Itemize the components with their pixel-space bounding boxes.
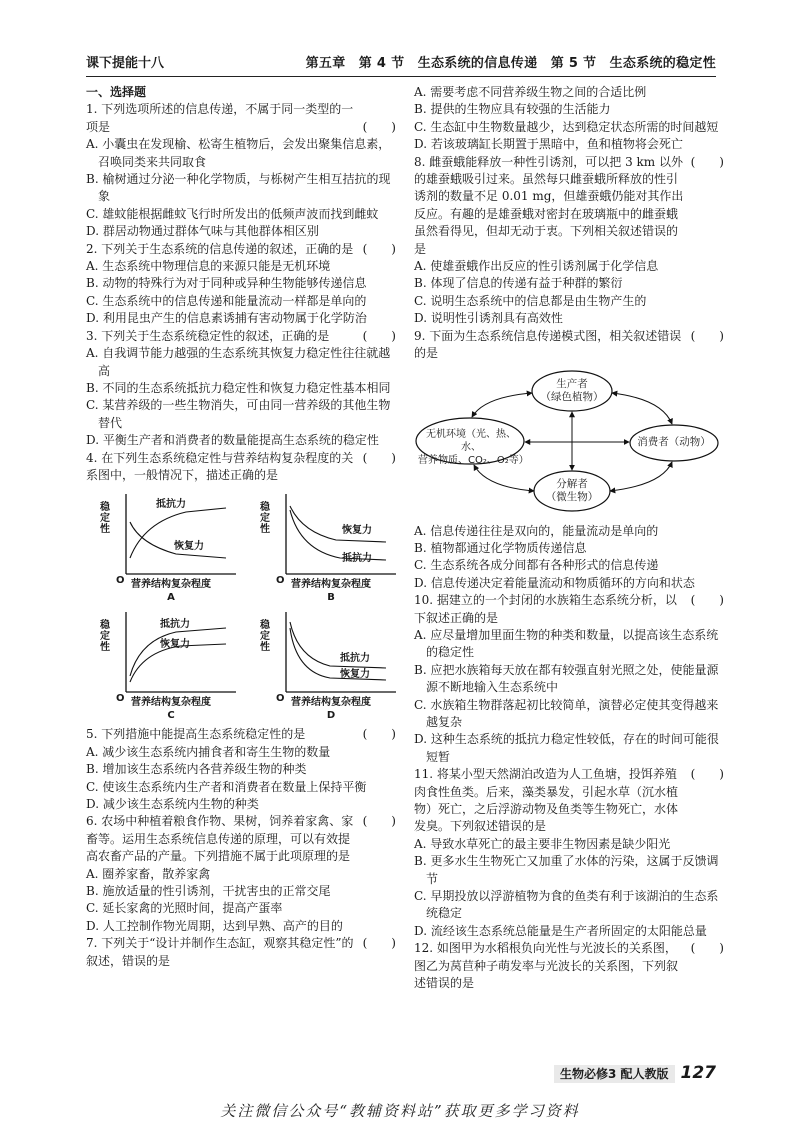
question-stem-line [86, 241, 396, 258]
answer-option: D. 说明性引诱剂具有高效性 [414, 311, 563, 326]
question-stem: 12. 如图甲为水稻根负向光性与光波长的关系图，图乙为莴苣种子萌发率与光波长的关系图，下列叙述错误的是 [414, 941, 679, 991]
y-axis-label: 稳定性 [100, 502, 110, 536]
graph-caption: A [167, 592, 175, 604]
graph-a [96, 488, 246, 604]
question-stem: 9. 下面为生态系统信息传递模式图，相关叙述错误的是 [414, 328, 682, 361]
answer-option: A. 小囊虫在发现榆、松寄生植物后，会发出聚集信息素，召唤同类来共同取食 [86, 137, 391, 169]
question-stem: 3. 下列关于生态系统稳定性的叙述，正确的是 [86, 328, 330, 343]
y-axis-label: 稳定性 [260, 620, 270, 654]
question-stem: 8. 雌蚕蛾能释放一种性引诱剂，可以把 3 km 以外的雄蚕蛾吸引过来。虽然每只雌蚕蛾所释放的性引诱剂的数量不足 0.01 mg，但雄蚕蛾仍能对其作出反应。有趣的是雄蚕蛾对密封在玻璃瓶中的雌蚕蛾虽然看得见，但却无动于衷。下列相关叙述错误的是 [414, 154, 684, 256]
question-stem-line [86, 101, 396, 118]
question [414, 592, 724, 766]
answer-option: B. 应把水族箱每天放在都有较强直射光照之处，使能量源源不断地输入生态系统中 [414, 662, 719, 695]
recover-label: 恢复力 [342, 525, 372, 537]
answer-option: A. 减少该生态系统内捕食者和寄生生物的数量 [86, 744, 331, 759]
graph-caption: D [326, 710, 336, 722]
question [86, 935, 396, 970]
answer-option: D. 信息传递决定着能量流动和物质循环的方向和状态 [414, 575, 695, 590]
graph-caption: C [167, 710, 175, 722]
recover-label: 恢复力 [340, 669, 370, 681]
page-number: 127 [680, 1063, 716, 1083]
question-stem: 2. 下列关于生态系统的信息传递的叙述，正确的是 [86, 241, 354, 256]
question [86, 241, 396, 328]
question [414, 523, 724, 593]
resist-label: 抵抗力 [160, 619, 190, 631]
answer-option: C. 某营养级的一些生物消失，可由同一营养级的其他生物替代 [86, 398, 391, 430]
answer-option: D. 减少该生态系统内生物的种类 [86, 796, 259, 811]
answer-option: D. 人工控制作物光周期，达到早熟、高产的目的 [86, 918, 343, 933]
answer-option: C. 生态系统中的信息传递和能量流动一样都是单向的 [86, 293, 367, 308]
question [414, 84, 724, 154]
answer-parentheses: ( ) [362, 119, 396, 134]
info-transfer-diagram [414, 367, 724, 517]
header-rule [86, 76, 716, 77]
page-footer [554, 1063, 716, 1083]
question-stem: 7. 下列关于“设计并制作生态缸，观察其稳定性”的叙述，错误的是 [86, 936, 354, 968]
left-column [86, 84, 396, 970]
origin-label: O [116, 575, 125, 587]
decomposer-node [534, 478, 610, 504]
consumer-node [630, 436, 718, 449]
question [414, 328, 724, 363]
answer-parentheses: ( ) [362, 936, 396, 951]
x-axis-label: 营养结构复杂程度 [291, 579, 371, 591]
answer-option: C. 早期投放以浮游植物为食的鱼类有利于该湖泊的生态系统稳定 [414, 889, 719, 921]
producer-node [532, 378, 612, 404]
right-column [414, 84, 724, 992]
graph-d [256, 606, 406, 722]
question-stem: 项是 [86, 119, 111, 134]
question-stem-line [86, 328, 396, 345]
question-stem-line [86, 119, 396, 136]
question-stem-line [414, 592, 724, 627]
answer-parentheses: ( ) [690, 328, 724, 343]
answer-option: B. 施放适量的性引诱剂，干扰害虫的正常交尾 [86, 884, 331, 898]
resist-label: 抵抗力 [342, 553, 372, 565]
answer-option: A. 导致水草死亡的最主要非生物因素是缺少阳光 [414, 836, 671, 851]
abiotic-label: 无机环境（光、热、水、 [426, 428, 516, 453]
question-stem-line [86, 813, 396, 865]
answer-option: A. 信息传递往往是双向的，能量流动是单向的 [414, 523, 659, 538]
question-stem: 11. 将某小型天然湖泊改造为人工鱼塘，投饵养殖肉食性鱼类。后来，藻类暴发，引起水草（沉水植物）死亡，之后浮游动物及鱼类等生物死亡，水体发臭。下列叙述错误的是 [414, 767, 679, 834]
answer-option: D. 利用昆虫产生的信息素诱捕有害动物属于化学防治 [86, 311, 367, 326]
answer-option: D. 平衡生产者和消费者的数量能提高生态系统的稳定性 [86, 433, 379, 448]
answer-option: B. 提供的生物应具有较强的生活能力 [414, 102, 611, 117]
answer-parentheses: ( ) [362, 814, 396, 829]
question [86, 726, 396, 813]
stability-graphs [86, 488, 396, 720]
answer-parentheses: ( ) [690, 154, 724, 169]
question [86, 328, 396, 450]
question-stem-line [414, 154, 724, 258]
x-axis-label: 营养结构复杂程度 [131, 697, 211, 709]
graph-c [96, 606, 246, 722]
answer-option: B. 增加该生态系统内各营养级生物的种类 [86, 762, 307, 777]
question-stem: 10. 据建立的一个封闭的水族箱生态系统分析，以下叙述正确的是 [414, 593, 677, 625]
book-title: 生物必修3 配人教版 [554, 1065, 675, 1083]
answer-option: A. 圈养家畜，散养家禽 [86, 866, 211, 881]
question-stem: 6. 农场中种植着粮食作物、果树，饲养着家禽、家畜等。运用生态系统信息传递的原理，可以有效提高农畜产品的产量。下列措施不属于此项原理的是 [86, 814, 354, 864]
question-group [86, 101, 396, 484]
question-stem: 4. 在下列生态系统稳定性与营养结构复杂程度的关系图中，一般情况下，描述正确的是 [86, 450, 354, 482]
answer-option: A. 应尽量增加里面生物的种类和数量，以提高该生态系统的稳定性 [414, 627, 719, 660]
answer-parentheses: ( ) [690, 767, 724, 782]
question-group [414, 84, 724, 363]
answer-option: A. 需要考虑不同营养级生物之间的合适比例 [414, 85, 647, 99]
question-stem: 5. 下列措施中能提高生态系统稳定性的是 [86, 727, 306, 742]
answer-option: B. 动物的特殊行为对于同种或异种生物能够传递信息 [86, 276, 367, 291]
answer-parentheses: ( ) [362, 241, 396, 256]
answer-option: D. 流经该生态系统总能量是生产者所固定的太阳能总量 [414, 923, 707, 938]
producer-sublabel: （绿色植物） [540, 390, 604, 403]
abiotic-sublabel: 营养物质、CO₂、O₂等） [418, 454, 529, 466]
x-axis-label: 营养结构复杂程度 [291, 697, 371, 709]
decomposer-sublabel: （微生物） [545, 490, 599, 503]
answer-option: B. 植物都通过化学物质传递信息 [414, 540, 587, 555]
question [414, 940, 724, 992]
y-axis-label: 稳定性 [260, 502, 270, 536]
answer-option: A. 生态系统中物理信息的来源只能是无机环境 [86, 259, 331, 274]
question [86, 813, 396, 935]
question-stem-line [414, 766, 724, 836]
resist-label: 抵抗力 [340, 653, 370, 665]
answer-option: C. 说明生态系统中的信息都是由生物产生的 [414, 293, 647, 308]
answer-option: A. 自我调节能力越强的生态系统其恢复力稳定性往往就越高 [86, 346, 391, 378]
answer-parentheses: ( ) [362, 727, 396, 742]
answer-option: A. 使雄蚕蛾作出反应的性引诱剂属于化学信息 [414, 259, 659, 274]
question-stem-line [86, 726, 396, 743]
answer-option: C. 生态缸中生物数量越少，达到稳定状态所需的时间越短 [414, 119, 719, 134]
answer-option: C. 生态系统各成分间都有各种形式的信息传递 [414, 558, 659, 573]
resist-label: 抵抗力 [156, 499, 186, 511]
abiotic-node [418, 428, 529, 467]
answer-option: C. 使该生态系统内生产者和消费者在数量上保持平衡 [86, 779, 367, 794]
answer-parentheses: ( ) [690, 593, 724, 608]
question [86, 101, 396, 240]
question-stem-line [414, 940, 724, 992]
answer-parentheses: ( ) [362, 450, 396, 465]
answer-option: B. 更多水生生物死亡又加重了水体的污染，这属于反馈调节 [414, 854, 719, 886]
consumer-label: 消费者（动物） [637, 435, 711, 448]
answer-parentheses: ( ) [690, 941, 724, 956]
graph-caption: B [327, 592, 335, 604]
decomposer-label: 分解者 [556, 477, 588, 490]
question-stem-line [86, 450, 396, 485]
header-chapter-title: 第五章 第 4 节 生态系统的信息传递 第 5 节 生态系统的稳定性 [305, 56, 716, 71]
question [414, 766, 724, 940]
answer-option: C. 水族箱生物群落起初比较简单，演替必定使其变得越来越复杂 [414, 697, 719, 729]
answer-option: B. 榆树通过分泌一种化学物质，与栎树产生相互拮抗的现象 [86, 172, 391, 204]
section-title: 一、选择题 [86, 85, 147, 99]
answer-option: D. 这种生态系统的抵抗力稳定性较低，存在的时间可能很短暂 [414, 732, 719, 764]
watermark-text: 关注微信公众号“教辅资料站”获取更多学习资料 [220, 1102, 580, 1120]
answer-option: C. 延长家禽的光照时间，提高产蛋率 [86, 901, 283, 916]
recover-label: 恢复力 [160, 639, 190, 651]
question-group [414, 523, 724, 993]
y-axis-label: 稳定性 [100, 620, 110, 654]
origin-label: O [276, 575, 285, 587]
x-axis-label: 营养结构复杂程度 [131, 579, 211, 591]
header-left-title: 课下提能十八 [86, 56, 165, 71]
question-stem: 1. 下列选项所述的信息传递，不属于同一类型的一 [86, 102, 354, 117]
page-header [86, 52, 716, 74]
origin-label: O [116, 693, 125, 705]
answer-option: B. 不同的生态系统抵抗力稳定性和恢复力稳定性基本相同 [86, 380, 391, 395]
recover-label: 恢复力 [174, 541, 204, 553]
answer-option: D. 若该玻璃缸长期置于黑暗中，鱼和植物将会死亡 [414, 137, 683, 152]
question-stem-line [414, 328, 724, 363]
answer-option: D. 群居动物通过群体气味与其他群体相区别 [86, 224, 319, 239]
question [414, 154, 724, 328]
answer-option: B. 体现了信息的传递有益于种群的繁衍 [414, 276, 623, 291]
producer-label: 生产者 [556, 377, 588, 390]
graph-b [256, 488, 406, 604]
question-group [86, 726, 396, 970]
answer-option: C. 雄蚊能根据雌蚊飞行时所发出的低频声波而找到雌蚊 [86, 206, 379, 221]
origin-label: O [276, 693, 285, 705]
answer-parentheses: ( ) [362, 328, 396, 343]
question-stem-line [86, 935, 396, 970]
question [86, 450, 396, 485]
